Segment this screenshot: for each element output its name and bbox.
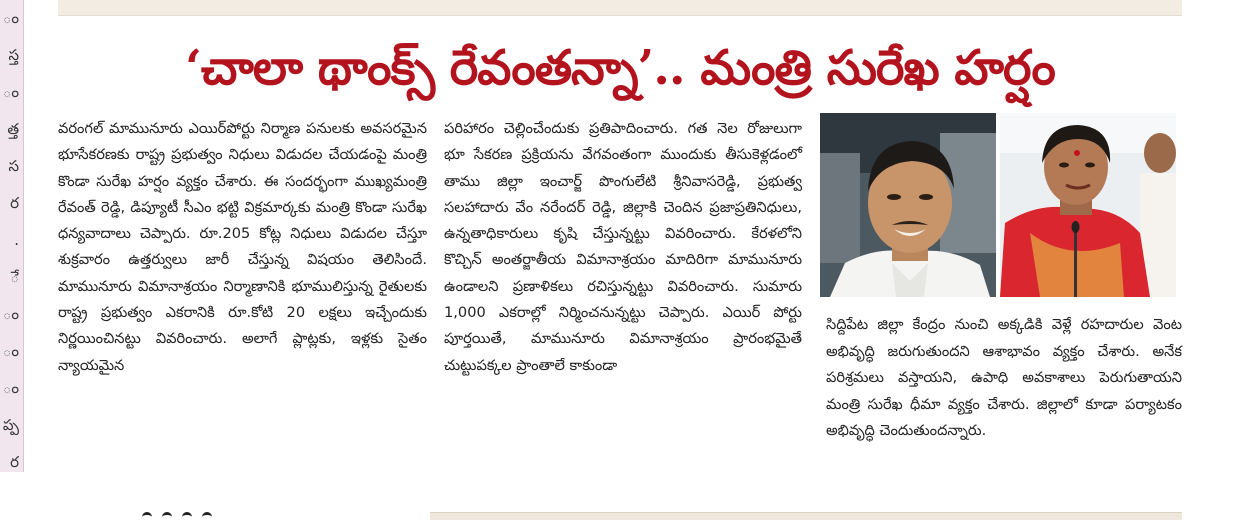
article-text-3: సిద్దిపేట జిల్లా కేంద్రం నుంచి అక్కడికి వెళ్లే రహదారుల వెంట అభివృద్ధి జరుగుతుందని ఆశాభావం వ్యక్తం చేశారు. అనేక పరిశ్రమలు వస్తాయని, ఉపాధి అవకాశాలు పెరుగుతాయని మంత్రి సురేఖ ధీమా వ్యక్తం చేశారు. జిల్లాలో కూడా పర్యాటకం అభివృద్ధి చెందుతుందన్నారు.: [826, 316, 1182, 439]
gutter-char: స్త: [8, 46, 19, 64]
revanth-reddy-photo: [820, 113, 996, 297]
gutter-char: .: [14, 231, 19, 249]
revanth-reddy-image: [820, 113, 996, 297]
gutter-char: ం: [2, 379, 19, 397]
gutter-char: ర: [10, 194, 19, 212]
gutter-char: ం: [2, 83, 19, 101]
bottom-clipped-strip: [430, 512, 1182, 520]
article-column-2: [444, 116, 802, 488]
bottom-clipped-headline: [142, 506, 402, 520]
gutter-char: ే: [10, 268, 19, 286]
gutter-char: ం: [2, 9, 19, 27]
gutter-char: ం: [2, 305, 19, 323]
headline: ‘చాలా థాంక్స్ రేవంతన్నా’.. మంత్రి సురేఖ హర్షం: [185, 40, 1055, 96]
article-column-3: [826, 312, 1182, 488]
left-gutter-column: [0, 0, 24, 472]
gutter-char: స: [8, 157, 19, 175]
konda-surekha-image: [1000, 113, 1176, 297]
gutter-char: త్త: [7, 120, 19, 138]
gutter-char: ర: [10, 453, 19, 471]
gutter-char: ప్ప: [2, 416, 19, 434]
article-column-1: [58, 116, 427, 488]
konda-surekha-photo: [1000, 113, 1176, 297]
gutter-char: ం: [2, 342, 19, 360]
top-clipped-strip: [58, 0, 1182, 16]
article-text-1: వరంగల్ మామునూరు ఎయిర్‌పోర్టు నిర్మాణ పనులకు అవసరమైన భూసేకరణకు రాష్ట్ర ప్రభుత్వం నిధులు విడుదల చేయడంపై మంత్రి కొండా సురేఖ హర్షం వ్యక్తం చేశారు. ఈ సందర్భంగా ముఖ్యమంత్రి రేవంత్ రెడ్డి, డిప్యూటీ సీఎం భట్టి విక్రమార్కకు మంత్రి కొండా సురేఖ ధన్యవాదాలు చెప్పారు. రూ.205 కోట్ల నిధులు విడుదల చేస్తూ శుక్రవారం ఉత్తర్వులు జారీ చేస్తున్న విషయం తెలిసిందే. మామునూరు విమానాశ్రయం నిర్మాణానికి భూములిస్తున్న రైతులకు రాష్ట్ర ప్రభుత్వం ఎకరానికి రూ.కోటి 20 లక్షలు ఇచ్చేందుకు నిర్ణయించినట్టు వివరించారు. అలాగే ప్లాట్లకు, ఇళ్లకు సైతం న్యాయమైన: [58, 120, 427, 374]
article-text-2: పరిహారం చెల్లించేందుకు ప్రతిపాదించారు. గత నెల రోజులుగా భూ సేకరణ ప్రక్రియను వేగవంతంగా ముందుకు తీసుకెళ్లడంలో తాము జిల్లా ఇంచార్జ్ పొంగులేటి శ్రీనివాసరెడ్డి, ప్రభుత్వ సలహాదారు వేం నరేందర్ రెడ్డి, జిల్లాకి చెందిన ప్రజాప్రతినిధులు, ఉన్నతాధికారులు కృషి చేస్తున్నట్టు వివరించారు. కేరళలోని కొచ్చిన్ అంతర్జాతీయ విమానాశ్రయం మాదిరిగా మామునూరు ఉండాలని ప్రణాళికలు రచిస్తున్నట్టు వివరించారు. సుమారు 1,000 ఎకరాల్లో నిర్మించనున్నట్టు చెప్పారు. ఎయిర్ పోర్టు పూర్తయితే, మామునూరు విమానాశ్రయం ప్రారంభమైతే చుట్టుపక్కల ప్రాంతాలే కాకుండా: [444, 120, 802, 374]
